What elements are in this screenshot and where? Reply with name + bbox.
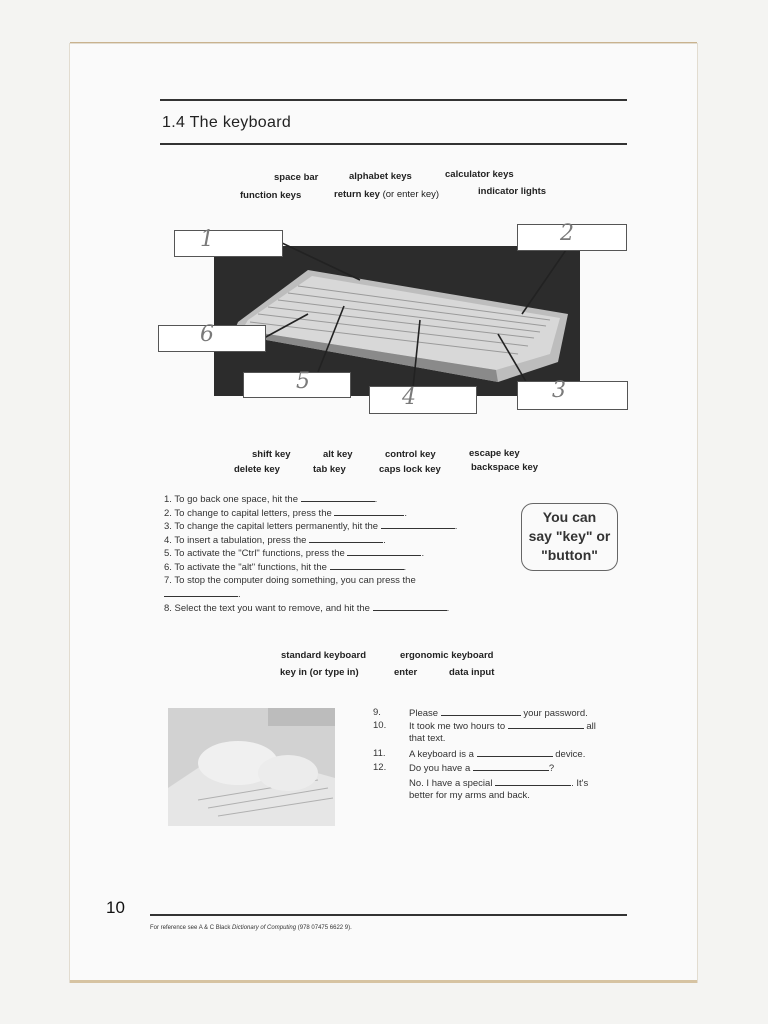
answer-blank-12[interactable] bbox=[473, 762, 549, 771]
handwritten-label-1: 1 bbox=[200, 227, 214, 252]
question-11: A keyboard is a device. bbox=[409, 749, 586, 760]
word-standard-keyboard: standard keyboard bbox=[281, 650, 366, 661]
question-12: Do you have a ? bbox=[409, 763, 555, 774]
answer-blank-9[interactable] bbox=[441, 707, 521, 716]
tip-note-line-1: You can bbox=[542, 509, 597, 525]
question-7-answer-line: . bbox=[164, 588, 241, 600]
word-control-key: control key bbox=[385, 449, 436, 460]
answer-blank-5[interactable] bbox=[347, 547, 421, 556]
word-data-input: data input bbox=[449, 667, 495, 678]
answer-blank-13[interactable] bbox=[495, 777, 571, 786]
word-function-keys: function keys bbox=[240, 190, 302, 201]
question-10: It took me two hours to all bbox=[409, 721, 596, 732]
answer-blank-2[interactable] bbox=[334, 507, 404, 516]
label-box-3[interactable] bbox=[517, 381, 628, 410]
typing-hands-photo bbox=[168, 708, 335, 826]
question-11-number: 11. bbox=[373, 748, 386, 759]
question-5: 5. To activate the "Ctrl" functions, press the . bbox=[164, 548, 425, 559]
answer-blank-8[interactable] bbox=[373, 602, 447, 611]
handwritten-label-4: 4 bbox=[402, 385, 416, 410]
footer-reference: For reference see A & C Black Dictionary of Computing (978 07475 6622 9). bbox=[150, 925, 352, 931]
word-alt-key: alt key bbox=[323, 449, 353, 460]
question-2: 2. To change to capital letters, press the . bbox=[164, 508, 408, 519]
question-1: 1. To go back one space, hit the . bbox=[164, 494, 378, 505]
word-enter: enter bbox=[394, 667, 418, 678]
handwritten-label-2: 2 bbox=[560, 221, 574, 246]
answer-blank-4[interactable] bbox=[309, 534, 383, 543]
page-title: 1.4 The keyboard bbox=[162, 114, 292, 131]
question-6: 6. To activate the "alt" functions, hit the . bbox=[164, 562, 407, 573]
question-4: 4. To insert a tabulation, press the . bbox=[164, 535, 386, 546]
question-12-number: 12. bbox=[373, 762, 387, 773]
answer-blank-1[interactable] bbox=[301, 493, 375, 502]
typing-hands-illustration bbox=[168, 708, 335, 826]
question-8: 8. Select the text you want to remove, and hit the . bbox=[164, 603, 450, 614]
tip-note bbox=[521, 503, 618, 571]
word-key-in: key in (or type in) bbox=[280, 667, 359, 678]
word-backspace-key: backspace key bbox=[471, 462, 539, 473]
word-caps-lock-key: caps lock key bbox=[379, 464, 441, 475]
answer-blank-3[interactable] bbox=[381, 520, 455, 529]
footer-reference-title: Dictionary of Computing bbox=[232, 925, 297, 931]
answer-blank-6[interactable] bbox=[330, 561, 404, 570]
tip-note-line-3: "button" bbox=[541, 547, 598, 563]
question-7: 7. To stop the computer doing something, you can press the bbox=[164, 575, 416, 586]
question-10-number: 10. bbox=[373, 720, 387, 731]
footer-rule bbox=[150, 914, 627, 916]
word-indicator-lights: indicator lights bbox=[478, 186, 547, 197]
handwritten-label-3: 3 bbox=[552, 378, 566, 403]
word-ergonomic-keyboard: ergonomic keyboard bbox=[400, 650, 494, 661]
handwritten-label-6: 6 bbox=[200, 322, 214, 347]
question-3: 3. To change the capital letters permanently, hit the . bbox=[164, 521, 458, 532]
word-shift-key: shift key bbox=[252, 449, 291, 460]
word-escape-key: escape key bbox=[469, 448, 520, 459]
handwritten-label-5: 5 bbox=[296, 369, 310, 394]
word-return-key-paren: (or enter key) bbox=[382, 189, 440, 200]
question-9: Please your password. bbox=[409, 708, 588, 719]
page-number: 10 bbox=[106, 898, 125, 917]
word-tab-key: tab key bbox=[313, 464, 346, 475]
tip-note-line-2: say "key" or bbox=[528, 528, 611, 544]
question-9-number: 9. bbox=[373, 707, 381, 718]
answer-blank-10[interactable] bbox=[508, 720, 584, 729]
word-alphabet-keys: alphabet keys bbox=[349, 171, 412, 182]
answer-blank-7[interactable] bbox=[164, 588, 238, 597]
label-box-4[interactable] bbox=[369, 386, 477, 414]
label-box-1[interactable] bbox=[174, 230, 283, 257]
question-12-reply: No. I have a special . It's bbox=[409, 778, 589, 789]
question-10-continued: that text. bbox=[409, 733, 446, 744]
word-delete-key: delete key bbox=[234, 464, 280, 475]
question-12-reply-continued: better for my arms and back. bbox=[409, 790, 530, 801]
word-calculator-keys: calculator keys bbox=[445, 169, 514, 180]
word-return-key: return key (or enter key) bbox=[334, 189, 440, 200]
word-space-bar: space bar bbox=[274, 172, 319, 183]
answer-blank-11[interactable] bbox=[477, 748, 553, 757]
